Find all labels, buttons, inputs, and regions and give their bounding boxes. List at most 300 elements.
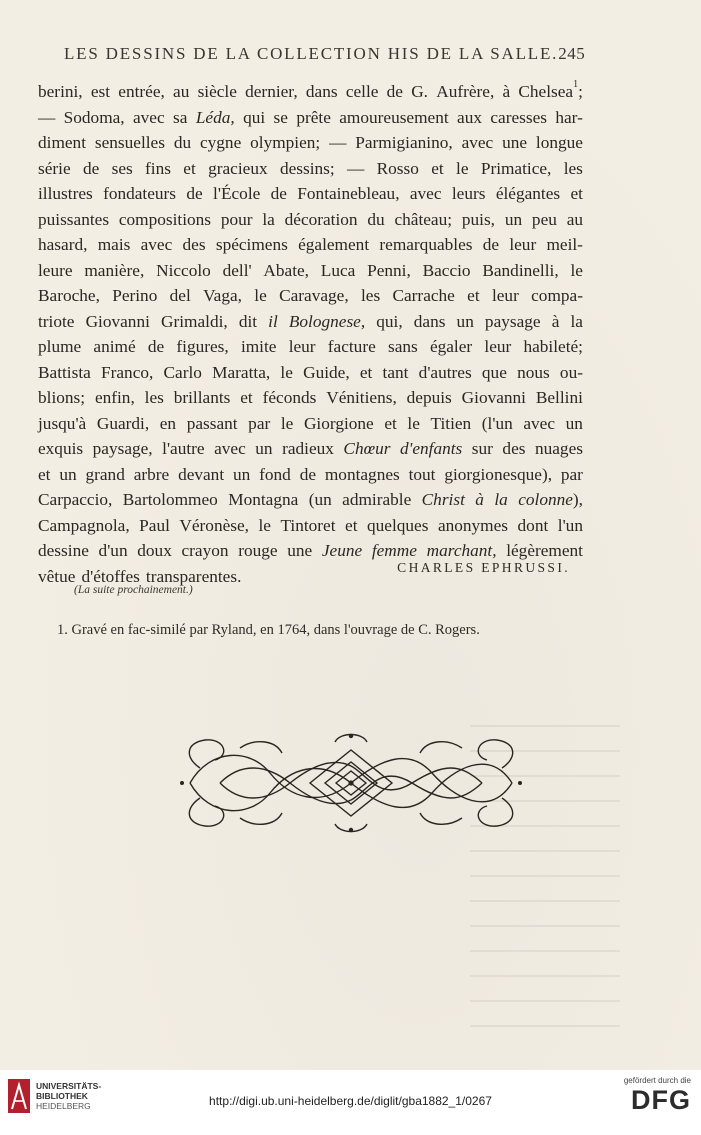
word: mais [97,235,131,254]
word-group [38,181,93,207]
word: del [169,286,191,305]
word: berini, [38,82,83,101]
word-group [475,487,484,513]
word-group [99,538,128,564]
word: Aufrère, [436,82,495,101]
word-group [112,283,157,309]
word: Primatice, [480,158,552,178]
word-group [118,79,165,105]
word-group [523,334,583,360]
word: Franco, [101,362,154,382]
word: l'École [213,184,261,203]
word: compa- [531,286,583,305]
word: un [504,209,523,229]
word: qui, [376,311,403,331]
word: de [186,184,203,203]
word-group [233,462,250,488]
word: d'autres [418,362,472,382]
word: sans [387,337,418,356]
word-group [208,156,268,182]
word: un [59,464,77,484]
word: le [407,413,420,433]
word-group [83,156,99,182]
word-group [223,258,252,284]
text-line [38,232,583,258]
word: des [182,235,206,254]
word-group [183,156,195,182]
word-group [518,79,583,105]
word-group [355,130,452,156]
word-group [137,538,172,564]
word: animé [93,337,136,356]
word-group [198,79,237,105]
word-group [174,385,231,411]
word-group [523,411,555,437]
word: femme [371,541,417,560]
word-group [535,436,583,462]
word-group [456,156,468,182]
word: colonne [518,490,573,509]
word-group [303,360,350,386]
word: Chœur [343,439,391,458]
footnote-ref: 1 [573,79,579,91]
word-group [38,538,89,564]
word-group [343,436,390,462]
word-group [328,334,376,360]
word-group [444,462,552,488]
word-group [186,181,202,207]
word: passant [186,413,238,433]
word-group [467,283,479,309]
word-group [306,79,338,105]
word: Montagna [228,490,299,509]
word: leur [509,235,537,254]
word-group [431,411,472,437]
text-line [38,309,583,335]
word-group [304,411,374,437]
word: Battista [38,362,91,382]
word: l'autre [162,439,205,458]
word: montagnes [324,464,400,484]
word-group [38,487,112,513]
word-group [196,105,235,131]
word: un [565,413,583,433]
word-group [367,258,411,284]
word: à [551,311,560,331]
word: leur [484,337,512,356]
word-group [280,360,292,386]
word: Maratta, [212,362,271,382]
word: dit [238,311,258,331]
word-group [64,105,125,131]
word: le [258,515,271,535]
word: fins [145,158,171,178]
word-group [483,232,499,258]
word: série [38,158,71,178]
word: Carlo [163,362,202,382]
word: et [38,464,51,484]
word: Rosso [376,158,419,178]
word-group [274,105,288,131]
text-line [38,462,583,488]
word-group [414,309,446,335]
word: G. [411,82,428,101]
word: Christ [421,490,465,509]
word-group [281,411,293,437]
text-line [38,105,583,131]
word: facture [327,337,376,356]
word: manière, [84,260,145,280]
word-group [93,334,135,360]
word-group [239,309,257,335]
word-group [156,258,211,284]
word: tout [408,464,436,484]
show-through-text [470,725,620,1045]
word-group [176,334,228,360]
word-group [546,232,582,258]
word-group [566,411,583,437]
word: compositions [118,209,212,229]
word-group [271,181,287,207]
word: avec [409,184,442,203]
word-group [422,487,465,513]
word: Chelsea [518,82,574,101]
word-group [384,411,396,437]
word: har- [555,107,583,127]
word-group [280,156,335,182]
word-group [139,513,170,539]
word-group [570,309,582,335]
footnote: 1. Gravé en fac-similé par Ryland, en 1764, dans l'ouvrage de C. Rogers. [57,622,480,638]
word-group [263,258,309,284]
word: la [570,311,583,331]
permalink-url[interactable]: http://digi.ub.uni-heidelberg.de/diglit/gba1882_1/0267 [209,1094,492,1108]
word-group [254,283,266,309]
word: à [475,490,484,509]
word: caresses [490,107,547,127]
word-group [339,105,448,131]
word: (l'un [481,413,513,433]
word-group [255,436,272,462]
word: Vaga, [203,286,242,305]
word: leure [38,260,73,280]
word-group [97,411,149,437]
word: Léda, [195,107,235,127]
word-group [387,79,403,105]
word-group [216,232,288,258]
word-group [133,105,165,131]
word-group [329,130,346,156]
word-group [502,130,527,156]
word: admirable [342,490,412,509]
word: ; [578,82,583,101]
text-line [38,79,583,105]
word: légèrement [506,541,583,560]
word: arbre [133,464,170,484]
word: blions; [38,388,86,407]
word: Baroche, [38,286,100,305]
text-line [38,130,583,156]
word-group [321,258,356,284]
word-group [457,105,482,131]
word-group [457,309,474,335]
word-group [38,462,50,488]
word: Carpaccio, [38,490,113,509]
word-group [410,181,442,207]
word-group [367,207,384,233]
word-group [282,436,334,462]
word: de [482,235,500,254]
word-group [145,385,164,411]
word: siècle [197,82,237,101]
word-group [492,283,519,309]
word-group [203,283,242,309]
word-group [494,487,507,513]
word: Caravage, [279,286,349,305]
word: à [502,82,511,101]
word: celle [345,82,379,101]
word: Giovanni [85,311,150,331]
word-group [462,130,494,156]
word: entrée, [118,82,165,101]
library-name-line-2: BIBLIOTHEK [36,1091,88,1101]
word-group [141,232,173,258]
word-group [298,232,369,258]
word: — [347,158,365,178]
word: triote [38,311,75,331]
word: aux [457,107,482,127]
word-group [485,309,541,335]
word: avec [461,133,494,152]
word-group [289,334,316,360]
word-group [518,513,549,539]
word-group [258,513,270,539]
word: (un [308,490,332,509]
word-group [161,309,228,335]
word: la [494,490,508,509]
word: se [273,107,288,127]
word: par [248,413,271,433]
word: dell' [222,260,252,280]
word-group [38,105,55,131]
word: habileté; [523,337,583,356]
text-line [38,207,583,233]
word: Abate, [263,260,309,280]
word-group [134,462,170,488]
word: par [560,464,583,484]
word: Sodoma, [63,107,125,127]
text-line [38,156,583,182]
word: cygne [199,133,242,152]
text-line [38,411,583,437]
word-group [536,130,583,156]
word: de [299,464,316,484]
word: du [173,133,192,152]
word-group [484,334,511,360]
word-group [95,385,135,411]
word: de [82,158,100,178]
word-group [280,513,335,539]
word-group [388,334,418,360]
word: avec [140,235,173,254]
word: sur [471,439,493,458]
word: d'un [98,541,128,560]
word-group [347,156,364,182]
word: un [233,464,251,484]
word-group [213,181,260,207]
word: dessine [38,541,89,560]
word: Véronèse, [179,515,249,535]
word: prête [296,107,331,127]
word: et [345,515,358,535]
word-group [38,334,81,360]
word: Grimaldi, [161,311,228,331]
word: et [570,184,583,203]
word-group [419,360,472,386]
word-group [326,385,397,411]
word: il [268,311,278,331]
word: Bandinelli, [482,260,559,280]
word-group [452,181,486,207]
word-group [38,385,85,411]
word: leur [491,286,519,305]
word-group [173,105,187,131]
word-group [240,385,252,411]
word-group [567,207,583,233]
word: ses [111,158,133,178]
word-group [407,411,419,437]
word-group [59,462,76,488]
word: dont [517,515,549,535]
word-group [183,232,206,258]
word-group [346,79,379,105]
word-group [496,181,560,207]
word-group [300,462,316,488]
word: hasard, [38,235,88,254]
word-group [482,258,558,284]
word: féconds [262,388,317,407]
word-group [561,462,583,488]
word-group [411,79,428,105]
word: Guide, [303,362,350,382]
article-body [38,79,583,589]
word: doux [137,541,172,560]
word: brillants [173,388,231,407]
word: longue [535,133,583,152]
author-signature: CHARLES EPHRUSSI. [397,560,570,575]
word-group [95,130,165,156]
word: pour [220,209,253,229]
word-group [38,156,71,182]
word: les [144,388,164,407]
word-group [38,513,130,539]
word: un [255,439,273,458]
word: puissantes [38,209,110,229]
word: au [173,82,190,101]
word: jusqu'à [38,413,87,433]
word: puis, [461,209,496,229]
word: décoration [284,209,358,229]
word-group [360,360,372,386]
word: dessins; [279,158,335,178]
word-group [38,360,91,386]
word-group [174,130,191,156]
word-group [101,360,153,386]
word: Baccio [422,260,471,280]
digitization-footer [0,1070,701,1135]
word: le [280,413,294,433]
word-group [438,513,508,539]
word: Niccolo [156,260,211,280]
word-group [287,538,312,564]
word-group [93,436,153,462]
text-line [38,258,583,284]
word: château; [394,209,453,229]
word-group [173,79,189,105]
word: tant [382,362,409,382]
running-title: LES DESSINS DE LA COLLECTION HIS DE LA SALLE. [64,44,559,63]
page-number: 245 [558,44,586,63]
word: et [183,158,196,178]
word: sa [173,107,188,127]
word-group [518,487,583,513]
word-group [245,79,298,105]
word-group [262,207,274,233]
word: nuages [534,439,583,458]
word-group [531,283,583,309]
word: une [287,541,313,560]
word-group [170,283,191,309]
word-group [431,156,443,182]
word-group [482,411,513,437]
word: peu [531,209,557,229]
word: imite [240,337,277,356]
word: Parmigianino, [355,133,453,152]
word-group [532,207,557,233]
word-group [392,283,454,309]
word: les [360,286,381,305]
word: de [386,82,403,101]
word-group [241,334,277,360]
word: enfin, [94,388,135,407]
word: fondateurs [103,184,177,203]
text-line [38,360,583,386]
word-group [409,462,436,488]
word-group [570,181,582,207]
word-group [221,207,253,233]
word-group [38,564,75,590]
word-group [564,156,583,182]
word: égaler [429,337,473,356]
word: au [566,209,583,229]
word: du [367,209,385,229]
word: — [38,107,56,127]
word-group [481,156,552,182]
word: vêtue [38,566,76,586]
word: Vénitiens, [326,388,397,407]
word: meil- [546,235,583,254]
word: quelques [367,515,429,535]
word-group [248,411,270,437]
word: figures, [176,337,229,356]
word: diment [38,133,86,152]
word-group [212,360,270,386]
word-group [394,207,452,233]
library-name-line-3: HEIDELBERG [36,1101,91,1111]
word: qui [243,107,266,127]
word-group [112,156,133,182]
word-group [377,156,419,182]
